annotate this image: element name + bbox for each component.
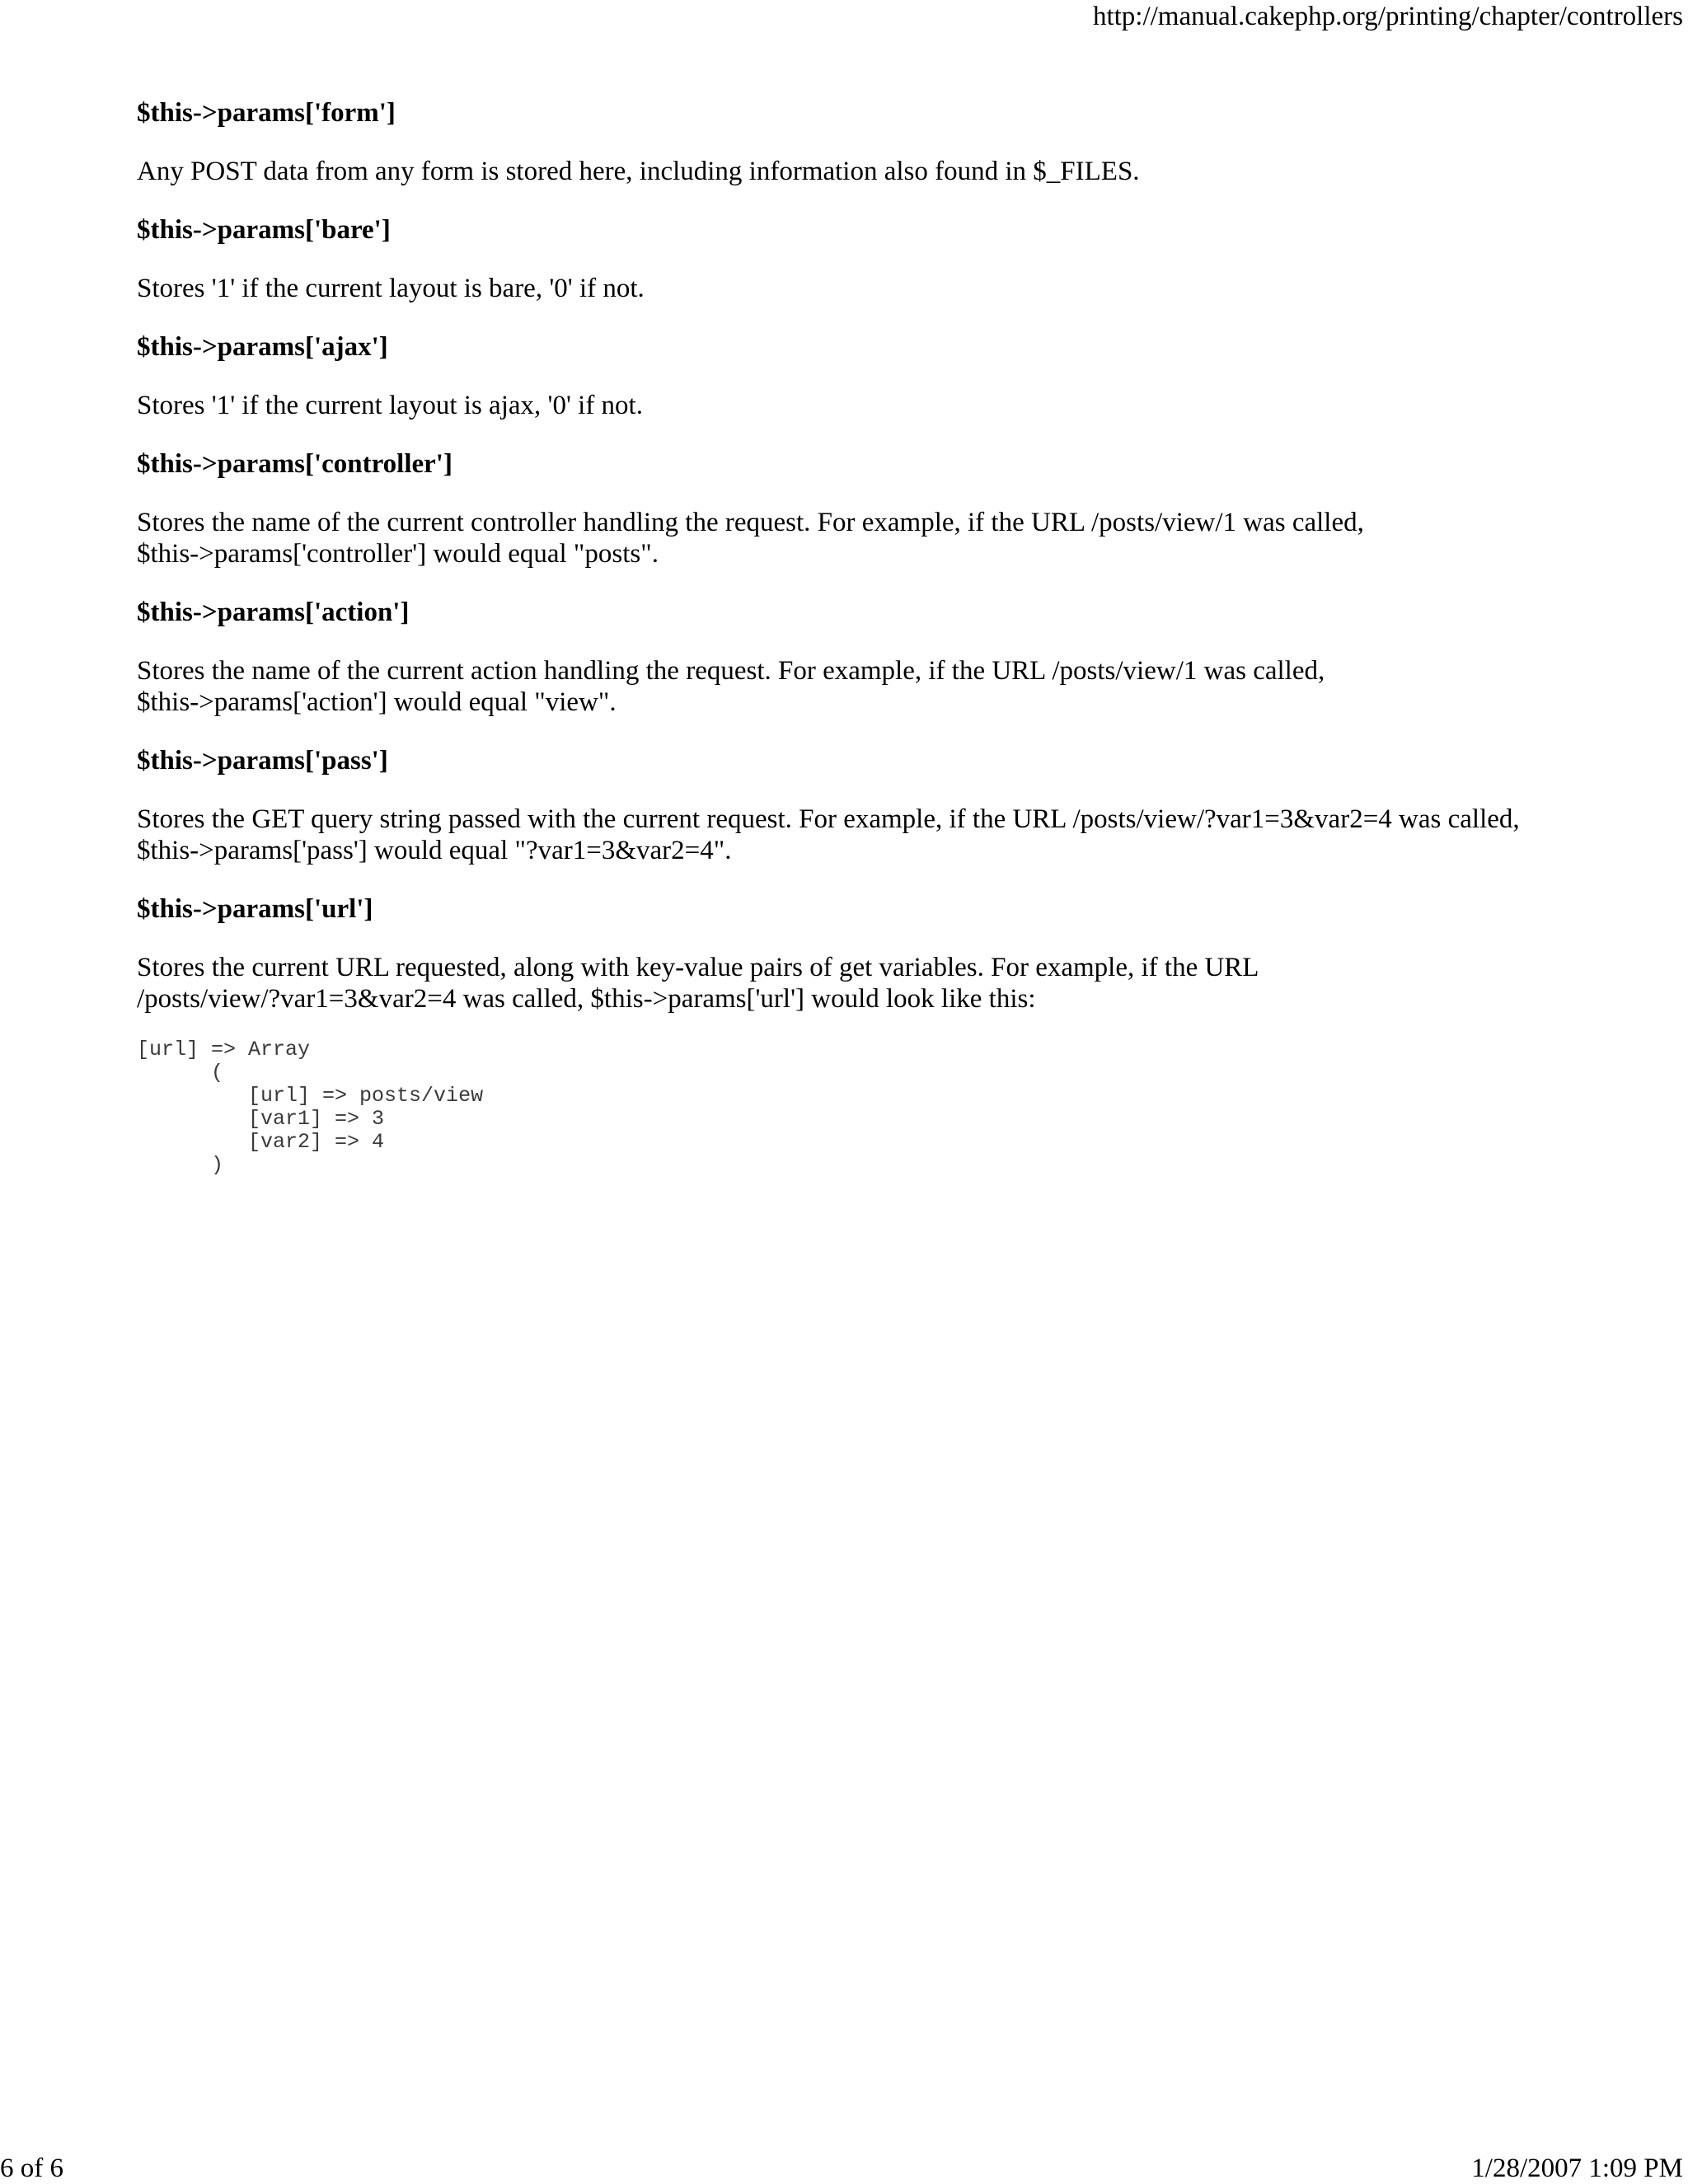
section-title: $this->params['bare'] — [137, 215, 391, 245]
body-line: Stores '1' if the current layout is bare, '0' if not. — [137, 274, 645, 303]
section-bare — [137, 214, 1620, 304]
section-pass — [137, 745, 1620, 866]
section-action — [137, 597, 1620, 718]
code-line: ( — [137, 1061, 224, 1085]
section-body — [137, 804, 1620, 866]
section-title: $this->params['form'] — [137, 98, 396, 128]
section-body — [137, 655, 1620, 718]
code-line: [url] => posts/view — [137, 1084, 484, 1108]
body-line: $this->params['controller'] would equal "posts". — [137, 539, 659, 569]
body-line: Any POST data from any form is stored here, including information also found in $_FILES. — [137, 157, 1140, 186]
code-line: [var2] => 4 — [137, 1130, 385, 1154]
body-line: Stores the name of the current controller handling the request. For example, if the URL /posts/view/1 was called, — [137, 508, 1364, 537]
section-body — [137, 507, 1620, 569]
body-line: $this->params['action'] would equal "view". — [137, 687, 617, 717]
code-line: [url] => Array — [137, 1038, 311, 1062]
section-title: $this->params['ajax'] — [137, 332, 388, 362]
footer-page-number: 6 of 6 — [0, 2154, 63, 2183]
section-url — [137, 893, 1620, 1015]
section-body — [137, 273, 1620, 304]
body-line: Stores '1' if the current layout is ajax, '0' if not. — [137, 391, 643, 420]
header-url: http://manual.cakephp.org/printing/chapter/controllers — [1092, 2, 1683, 31]
body-line: $this->params['pass'] would equal "?var1=3&var2=4". — [137, 836, 732, 865]
section-form — [137, 97, 1620, 187]
body-line: /posts/view/?var1=3&var2=4 was called, $this->params['url'] would look like this: — [137, 984, 1036, 1014]
section-title: $this->params['action'] — [137, 598, 410, 627]
body-line: Stores the name of the current action handling the request. For example, if the URL /posts/view/1 was called, — [137, 656, 1325, 686]
section-body — [137, 952, 1620, 1015]
section-body — [137, 156, 1620, 187]
body-line: Stores the GET query string passed with the current request. For example, if the URL /posts/view/?var1=3&var2=4 was called, — [137, 804, 1520, 834]
page-content — [137, 97, 1620, 1177]
section-body — [137, 390, 1620, 421]
code-line: [var1] => 3 — [137, 1107, 385, 1131]
code-block — [137, 1038, 1620, 1177]
section-controller — [137, 448, 1620, 569]
section-ajax — [137, 331, 1620, 421]
footer-datetime: 1/28/2007 1:09 PM — [1471, 2154, 1683, 2183]
code-line: ) — [137, 1153, 224, 1177]
section-title: $this->params['controller'] — [137, 449, 452, 479]
section-title: $this->params['url'] — [137, 894, 373, 924]
body-line: Stores the current URL requested, along with key-value pairs of get variables. For example, if the URL — [137, 953, 1259, 982]
section-title: $this->params['pass'] — [137, 746, 388, 776]
